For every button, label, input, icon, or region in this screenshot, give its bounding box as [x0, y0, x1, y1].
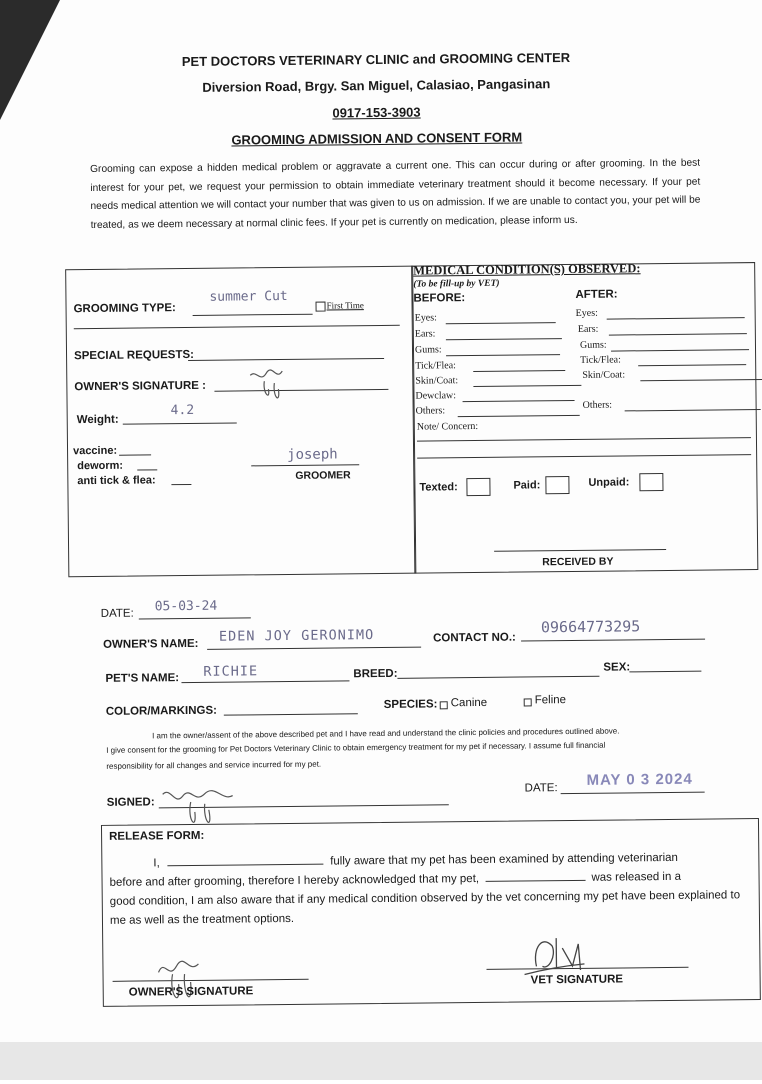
- unpaid-checkbox[interactable]: [639, 473, 663, 491]
- antitick-line: [171, 484, 191, 485]
- medical-subtitle: (To be fill-up by VET): [413, 278, 500, 290]
- after-label: AFTER:: [575, 288, 618, 301]
- groomer-label: GROOMER: [295, 469, 351, 482]
- weight-value[interactable]: 4.2: [170, 402, 195, 419]
- after-item-label: Tick/Flea:: [580, 354, 621, 366]
- contact-label: CONTACT NO.:: [432, 631, 516, 645]
- signed-label: SIGNED:: [106, 796, 155, 809]
- unpaid-label: Unpaid:: [588, 476, 630, 489]
- after-item-label: Ears:: [577, 323, 599, 335]
- color-label: COLOR/MARKINGS:: [105, 704, 218, 718]
- species-label: SPECIES:: [383, 698, 438, 711]
- consent-date-line: [561, 792, 705, 795]
- grooming-type-label: GROOMING TYPE:: [73, 302, 176, 316]
- before-item-label: Skin/Coat:: [415, 375, 459, 387]
- owner-sig-label: OWNER'S SIGNATURE: [128, 985, 254, 999]
- pet-name-value[interactable]: RICHIE: [203, 663, 259, 680]
- clinic-address: Diversion Road, Brgy. San Miguel, Calasiao, Pangasinan: [202, 76, 551, 95]
- feline-label: Feline: [534, 694, 567, 707]
- release-text-d: was released in a: [591, 870, 682, 884]
- weight-label: Weight:: [76, 413, 119, 427]
- groomer-value[interactable]: joseph: [287, 446, 338, 463]
- date-line: [139, 617, 251, 619]
- release-text-b: fully aware that my pet has been examined by attending veterinarian: [330, 851, 678, 868]
- grooming-type-value[interactable]: summer Cut: [209, 288, 288, 305]
- color-line: [224, 713, 358, 715]
- release-owner-signature-mark: [154, 952, 215, 1013]
- owner-signature-label: OWNER'S SIGNATURE :: [74, 379, 207, 394]
- vet-sig-label: VET SIGNATURE: [530, 973, 624, 987]
- owner-name-label: OWNER'S NAME:: [103, 637, 199, 651]
- medical-title: MEDICAL CONDITION(S) OBSERVED:: [413, 261, 641, 278]
- sex-label: SEX:: [603, 661, 631, 674]
- date-label: DATE:: [100, 607, 134, 620]
- pet-name-line: [181, 680, 349, 683]
- clinic-phone: 0917-153-3903: [332, 104, 421, 121]
- release-text-c: before and after grooming, therefore I hereby acknowledged that my pet,: [109, 872, 480, 889]
- owner-name-value[interactable]: EDEN JOY GERONIMO: [218, 627, 375, 645]
- first-time-checkbox[interactable]: [316, 302, 326, 312]
- texted-label: Texted:: [419, 481, 458, 494]
- vaccine-label: vaccine:: [72, 444, 118, 458]
- after-item-label: Skin/Coat:: [582, 369, 626, 381]
- consent-date-label: DATE:: [524, 782, 558, 795]
- release-text: [109, 848, 756, 931]
- before-item-label: Eyes:: [414, 312, 437, 324]
- before-item-label: Gums:: [414, 344, 442, 356]
- owner-signature-mark: [248, 367, 298, 408]
- form-title: GROOMING ADMISSION AND CONSENT FORM: [231, 129, 523, 148]
- before-item-label: Ears:: [414, 328, 436, 340]
- texted-checkbox[interactable]: [466, 478, 490, 496]
- paid-checkbox[interactable]: [545, 476, 569, 494]
- canine-checkbox[interactable]: [440, 701, 448, 709]
- before-item-label: Tick/Flea:: [415, 360, 456, 372]
- note-label: Note/ Concern:: [416, 420, 479, 433]
- before-label: BEFORE:: [413, 292, 466, 305]
- release-text-e: good condition, I am also aware that if any medical condition observed by the vet concerning my pet have been explained to me as well as the treatment options.: [109, 889, 741, 927]
- before-item-label: Dewclaw:: [415, 390, 457, 402]
- pet-name-label: PET'S NAME:: [105, 672, 180, 685]
- consent-line-1: I am the owner/assent of the above described pet and I have read and understand the clinic policies and procedures outlined above.: [151, 726, 620, 741]
- date-stamp: MAY 0 3 2024: [586, 770, 693, 789]
- antitick-label: anti tick & flea:: [77, 474, 156, 488]
- after-item-label: Gums:: [579, 339, 607, 351]
- consent-line-3: responsibility for all changes and service incurred for my pet.: [106, 759, 322, 771]
- deworm-line: [137, 469, 157, 470]
- canine-label: Canine: [450, 696, 488, 710]
- clinic-name: PET DOCTORS VETERINARY CLINIC and GROOMING CENTER: [181, 49, 571, 70]
- breed-label: BREED:: [353, 667, 398, 681]
- consent-line-2: I give consent for the grooming for Pet Doctors Veterinary Clinic to obtain emergency treatment for my pet if necessary. I assume full financial: [106, 740, 606, 755]
- deworm-label: deworm:: [77, 459, 124, 473]
- release-title: RELEASE FORM:: [109, 829, 205, 843]
- after-item-label: Eyes:: [575, 307, 598, 319]
- special-requests-label: SPECIAL REQUESTS:: [73, 348, 195, 363]
- release-text-a: I,: [153, 857, 160, 870]
- contact-line: [521, 639, 705, 642]
- first-time-label: First Time: [326, 300, 364, 311]
- after-item-label: Others:: [582, 399, 613, 411]
- owner-name-line: [207, 647, 421, 650]
- feline-checkbox[interactable]: [524, 698, 532, 706]
- breed-line: [397, 676, 599, 679]
- date-value[interactable]: 05-03-24: [154, 598, 218, 615]
- sex-line: [629, 671, 701, 673]
- received-by-label: RECEIVED BY: [542, 555, 614, 569]
- contact-value[interactable]: 09664773295: [540, 617, 641, 637]
- intro-paragraph: Grooming can expose a hidden medical problem or aggravate a current one. This can occur during or after grooming. In the best interest for your pet, we request your permission to obtain immediate veterinary treatment should it become necessary. If your pet needs medical attention we will contact your number that was given to us on admission. If we are unable to contact you, your pet will be treated, as we deem necessary at normal clinic fees. If your pet is currently on medication, please inform us.: [90, 157, 701, 231]
- paid-label: Paid:: [513, 479, 541, 492]
- before-item-label: Others:: [415, 405, 446, 417]
